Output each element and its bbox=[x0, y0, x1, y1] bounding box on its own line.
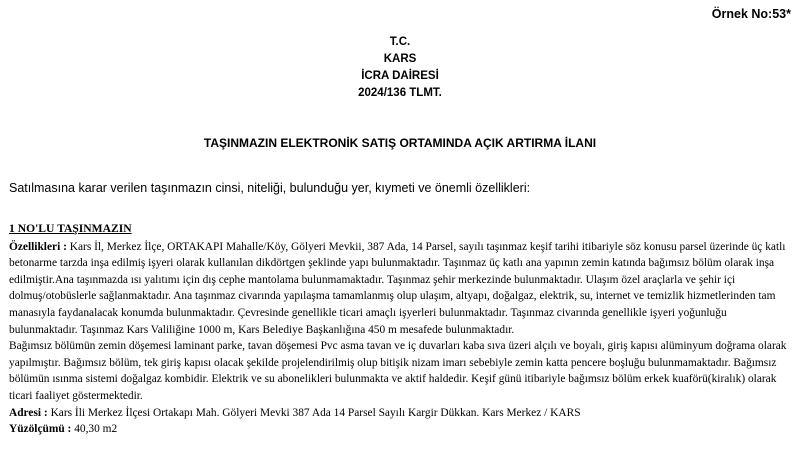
header-city: KARS bbox=[383, 53, 417, 65]
property-heading: 1 NO'LU TAŞINMAZIN bbox=[9, 222, 132, 235]
address-line bbox=[9, 405, 791, 422]
address-text: Kars İli Merkez İlçesi Ortakapı Mah. Gölyeri Mevki 387 Ada 14 Parsel Sayılı Kargir Dükkan. Kars Merkez / KARS bbox=[47, 406, 581, 419]
area-text: 40,30 m2 bbox=[71, 423, 118, 436]
sample-number: Örnek No:53* bbox=[711, 7, 791, 21]
area-line bbox=[9, 421, 791, 438]
header-office: İCRA DAİRESİ bbox=[361, 70, 439, 82]
features-text: Kars İl, Merkez İlçe, ORTAKAPI Mahalle/Köy, Gölyeri Mevkii, 387 Ada, 14 Parsel, sayılı taşınmaz keşif tarihi itibariyle söz konusu parsel üzerinde üç katlı betonarme tarzda inşa edilmiş işyeri olarak kullanılan dikdörtgen şeklinde yapı bulunmaktadır. Taşınmaz üç katlı ana yapının zemin katında bağımsız bölüm olarak inşa edilmiştir.Ana taşınmazda ısı yalıtımı için dış cephe mantolama bulunmamaktadır. Taşınmaz şehir merkezinde bulunmaktadır. Ulaşım özel araçlarla ve şehir içi dolmuş/otobüslerle sağlanmaktadır. Ana taşınmaz civarında yapılaşma tamamlanmış olup ulaşım, altyapı, doğalgaz, elektrik, su, internet ve temizlik hizmetlerinden tam manasıyla faydanalacak konumda bulunmaktadır. Çevresinde genellikle ticari amaçlı işyerleri bulunmaktadır. Taşınmaz civarında genellikle işyeri yoğunluğu bulunmaktadır. Taşınmaz Kars Valiliğine 1000 m, Kars Belediye Başkanlığına 450 m mesafede bulunmaktadır. bbox=[9, 240, 786, 336]
intro-text: Satılmasına karar verilen taşınmazın cinsi, niteliği, bulunduğu yer, kıymeti ve önemli özellikleri: bbox=[9, 181, 531, 195]
address-label: Adresi : bbox=[9, 406, 48, 419]
area-label: Yüzölçümü : bbox=[9, 423, 72, 436]
document-header bbox=[0, 34, 800, 102]
header-republic: T.C. bbox=[389, 36, 411, 48]
interior-paragraph: Bağımsız bölümün zemin döşemesi laminant parke, tavan döşemesi Pvc asma tavan ve iç duvarları kaba sıva üzeri alçılı ve boyalı, giriş kapısı alüminyum doğrama olarak yapılmıştır. Bağımsız bölüm, tek giriş kapısı olacak şekilde projelendirilmiş olup bitişik nizam imarı sebebiyle zemin katta pencere boşluğu bulunmamaktadır. Bağımsız bölümün ısınma sistemi doğalgaz kombidir. Elektrik ve su abonelikleri bulunmakta ve aktif haldedir. Keşif günü itibariyle bağımsız bölüm erkek kuaförü(kiralık) olarak ticari faaliyet göstermektedir. bbox=[9, 340, 787, 402]
features-paragraph bbox=[9, 239, 791, 339]
header-file-number: 2024/136 TLMT. bbox=[358, 87, 442, 99]
features-label: Özellikleri : bbox=[9, 240, 67, 253]
property-section bbox=[9, 221, 791, 438]
announcement-title: TAŞINMAZIN ELEKTRONİK SATIŞ ORTAMINDA AÇIK ARTIRMA İLANI bbox=[203, 136, 597, 150]
